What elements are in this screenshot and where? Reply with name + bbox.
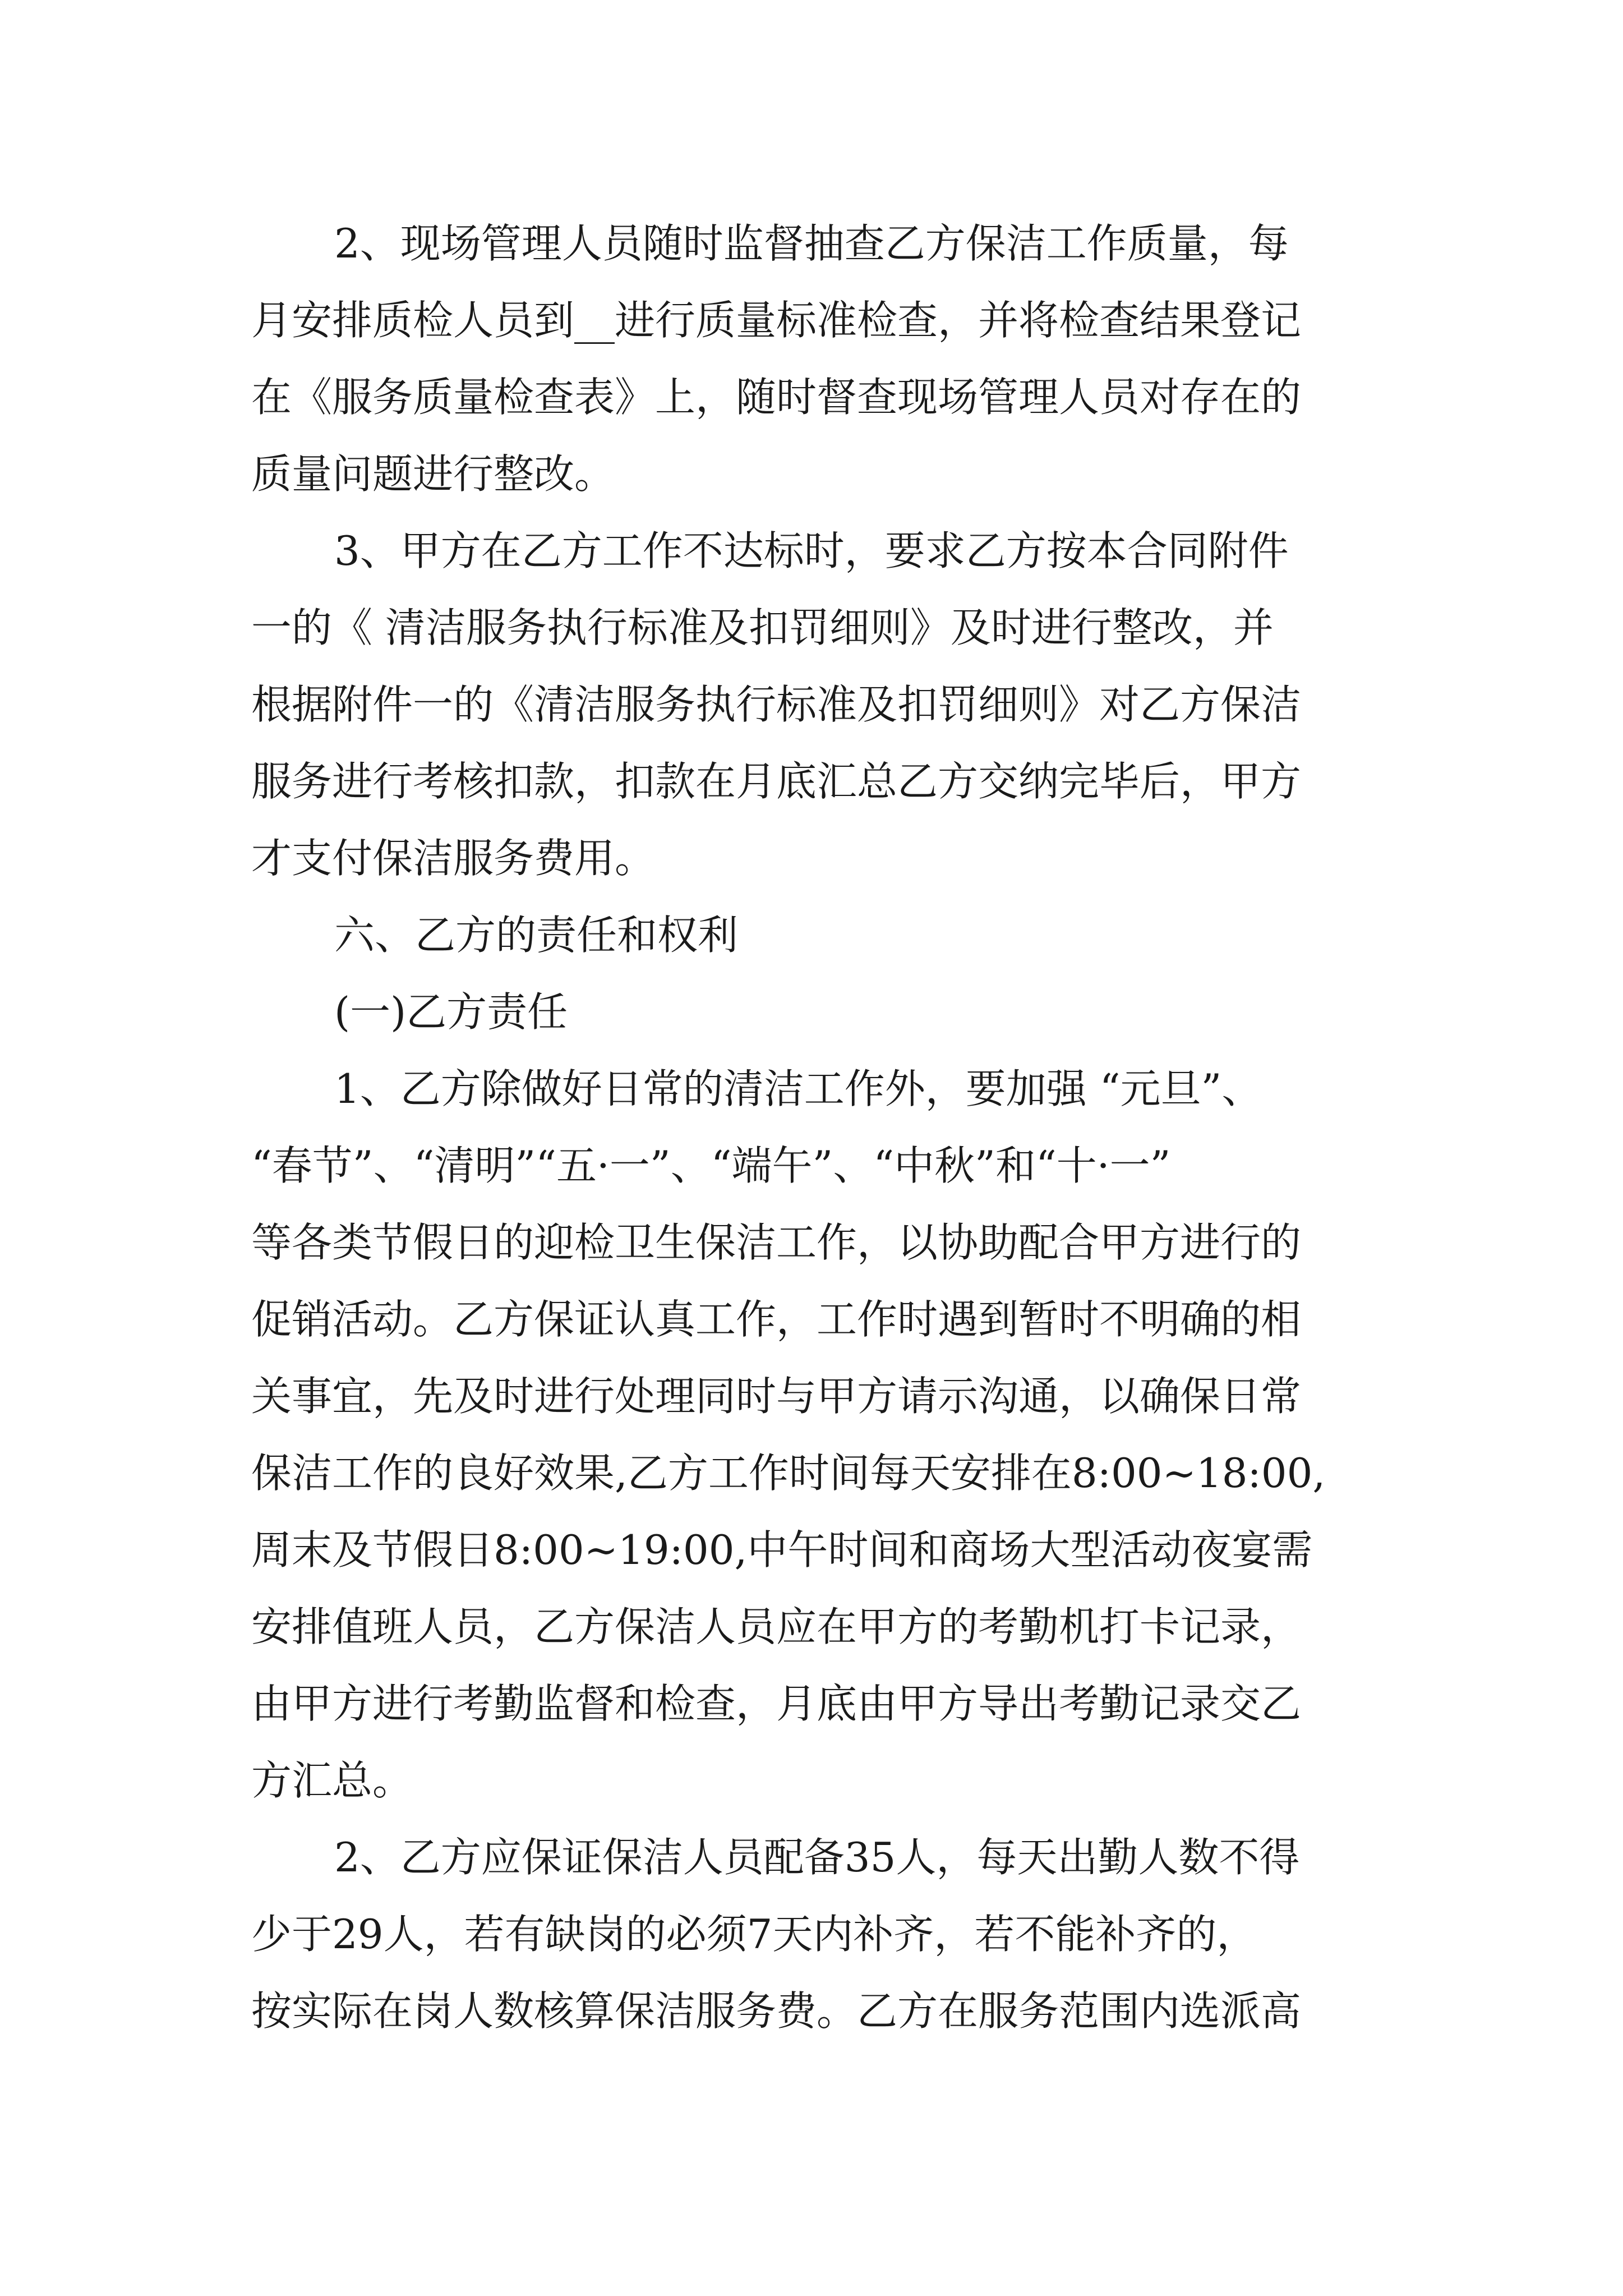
clause-1-line-2: “春节”、“清明”“五·一”、“端午”、“中秋”和“十·一” (251, 1142, 1171, 1189)
clause-1-line-1: 1、乙方除做好日常的清洁工作外，要加强 “元旦”、 (334, 1065, 1262, 1112)
clause-2-line-1: 2、乙方应保证保洁人员配备35人，每天出勤人数不得 (334, 1834, 1300, 1881)
para-3-line-2: 一的《 清洁服务执行标准及扣罚细则》及时进行整改，并 (251, 604, 1274, 651)
subsection-heading: (一)乙方责任 (334, 988, 568, 1036)
clause-2-line-3: 按实际在岗人数核算保洁服务费。乙方在服务范围内选派高 (251, 1987, 1302, 2035)
para-2-line-2: 月安排质检人员到__进行质量标准检查，并将检查结果登记 (251, 297, 1302, 344)
clause-1-line-8: 安排值班人员，乙方保洁人员应在甲方的考勤机打卡记录， (251, 1603, 1302, 1650)
section-heading: 六、乙方的责任和权利 (334, 912, 739, 959)
clause-1-line-3: 等各类节假日的迎检卫生保洁工作，以协助配合甲方进行的 (251, 1219, 1302, 1266)
para-3-line-3: 根据附件一的《清洁服务执行标准及扣罚细则》对乙方保洁 (251, 681, 1302, 728)
para-3-line-1: 3、甲方在乙方工作不达标时，要求乙方按本合同附件 (334, 527, 1289, 574)
clause-1-line-9: 由甲方进行考勤监督和检查，月底由甲方导出考勤记录交乙 (251, 1680, 1302, 1727)
para-3-line-4: 服务进行考核扣款，扣款在月底汇总乙方交纳完毕后，甲方 (251, 758, 1302, 805)
clause-1-line-7: 周末及节假日8:00~19:00,中午时间和商场大型活动夜宴需 (251, 1526, 1313, 1573)
clause-1-line-4: 促销活动。乙方保证认真工作，工作时遇到暂时不明确的相 (251, 1296, 1302, 1343)
clause-1-line-10: 方汇总。 (251, 1757, 413, 1804)
clause-1-line-5: 关事宜，先及时进行处理同时与甲方请示沟通，以确保日常 (251, 1373, 1302, 1420)
clause-2-line-2: 少于29人，若有缺岗的必须7天内补齐，若不能补齐的， (251, 1911, 1257, 1958)
para-2-line-1: 2、现场管理人员随时监督抽查乙方保洁工作质量，每 (334, 220, 1289, 267)
para-3-line-5: 才支付保洁服务费用。 (251, 835, 656, 882)
clause-1-line-6: 保洁工作的良好效果,乙方工作时间每天安排在8:00~18:00, (251, 1450, 1326, 1497)
para-2-line-3: 在《服务质量检查表》上，随时督查现场管理人员对存在的 (251, 374, 1302, 421)
para-2-line-4: 质量问题进行整改。 (251, 450, 615, 498)
